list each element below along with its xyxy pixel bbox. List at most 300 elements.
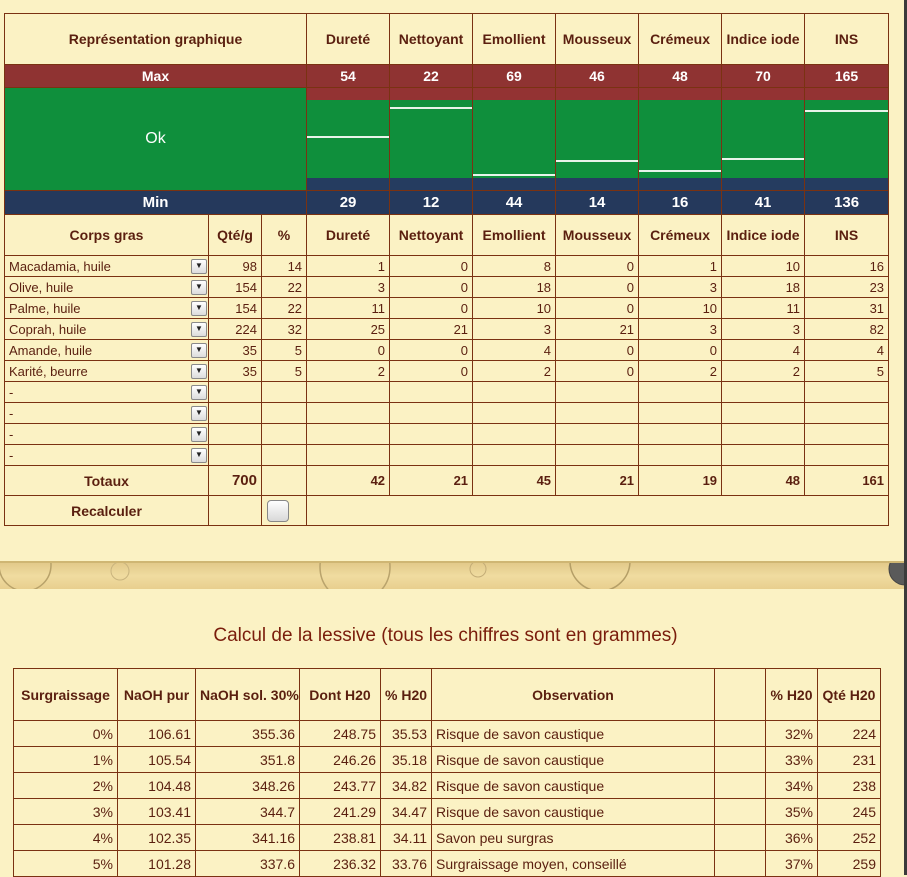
lye-cell: 238 — [818, 773, 881, 799]
fat-prop-value: 11 — [307, 298, 390, 319]
lye-cell: 2% — [14, 773, 118, 799]
col-header-durete: Dureté — [307, 215, 390, 256]
fat-pct — [262, 403, 307, 424]
fat-row — [5, 298, 889, 319]
bar-cell — [556, 88, 639, 191]
chevron-down-icon[interactable]: ▼ — [191, 280, 207, 295]
fat-prop-value — [307, 445, 390, 466]
lye-cell — [715, 747, 766, 773]
fat-prop-value: 0 — [556, 277, 639, 298]
fat-prop-value: 1 — [307, 256, 390, 277]
total-value: 19 — [639, 466, 722, 496]
total-value: 21 — [390, 466, 473, 496]
max-row — [5, 65, 889, 88]
recalc-row — [5, 496, 889, 526]
lye-cell: Risque de savon caustique — [432, 747, 715, 773]
total-value: 161 — [805, 466, 889, 496]
total-value: 48 — [722, 466, 805, 496]
fat-prop-value: 18 — [473, 277, 556, 298]
gauge-current-marker — [307, 136, 389, 138]
bar-cell — [639, 88, 722, 191]
chevron-down-icon[interactable]: ▼ — [191, 301, 207, 316]
fat-prop-value: 1 — [639, 256, 722, 277]
gauge-current-marker — [390, 107, 472, 109]
lye-col-header: Surgraissage — [14, 669, 118, 721]
fat-select[interactable] — [5, 340, 209, 361]
fat-select[interactable] — [5, 403, 209, 424]
lye-col-header: Dont H20 — [300, 669, 381, 721]
gauge-in-range — [473, 100, 555, 178]
lye-col-header: Observation — [432, 669, 715, 721]
gauge-above-max — [307, 88, 389, 100]
gauge-in-range — [390, 100, 472, 178]
lye-cell: 4% — [14, 825, 118, 851]
gauge-below-min — [390, 178, 472, 190]
fat-prop-value: 10 — [722, 256, 805, 277]
fat-prop-value — [307, 424, 390, 445]
lye-cell: 106.61 — [118, 721, 196, 747]
fat-prop-value: 2 — [639, 361, 722, 382]
prop-header-cremeux: Crémeux — [639, 14, 722, 65]
gauge-in-range — [639, 100, 721, 178]
prop-header-durete: Dureté — [307, 14, 390, 65]
fat-rows — [5, 256, 889, 466]
graph-header-label: Représentation graphique — [5, 14, 307, 65]
fat-prop-value — [805, 403, 889, 424]
fat-prop-value — [722, 403, 805, 424]
gauge-bar — [556, 88, 638, 190]
fat-name: - — [9, 447, 14, 463]
fat-prop-value: 0 — [390, 277, 473, 298]
prop-header-mousseux: Mousseux — [556, 14, 639, 65]
fat-prop-value: 0 — [639, 340, 722, 361]
fat-prop-value — [722, 424, 805, 445]
lye-col-header: % H20 — [766, 669, 818, 721]
fat-row — [5, 361, 889, 382]
chevron-down-icon[interactable]: ▼ — [191, 322, 207, 337]
gauge-current-marker — [805, 110, 888, 112]
fat-prop-value: 0 — [390, 340, 473, 361]
min-value: 12 — [390, 191, 473, 215]
lye-header-row — [14, 669, 881, 721]
fat-qty[interactable]: 35 — [209, 340, 262, 361]
fat-select[interactable] — [5, 382, 209, 403]
recalc-checkbox-cell — [262, 496, 307, 526]
min-value: 29 — [307, 191, 390, 215]
fat-pct: 22 — [262, 298, 307, 319]
fat-prop-value — [805, 382, 889, 403]
recipe-table — [4, 13, 889, 526]
fat-name: Macadamia, huile — [9, 258, 111, 274]
fat-prop-value — [473, 382, 556, 403]
fat-prop-value: 0 — [556, 340, 639, 361]
graph-row — [5, 88, 889, 191]
fat-prop-value: 0 — [556, 298, 639, 319]
fat-qty[interactable]: 35 — [209, 361, 262, 382]
totals-label: Totaux — [5, 466, 209, 496]
lye-cell: Risque de savon caustique — [432, 721, 715, 747]
fat-prop-value — [473, 424, 556, 445]
max-value: 22 — [390, 65, 473, 88]
lye-cell: 243.77 — [300, 773, 381, 799]
lye-cell: 248.75 — [300, 721, 381, 747]
col-header-nettoyant: Nettoyant — [390, 215, 473, 256]
fats-header-row — [5, 215, 889, 256]
fat-row — [5, 382, 889, 403]
lye-cell: Surgraissage moyen, conseillé — [432, 851, 715, 877]
fat-prop-value — [722, 382, 805, 403]
fat-prop-value: 3 — [307, 277, 390, 298]
fat-prop-value — [556, 424, 639, 445]
fat-qty[interactable] — [209, 424, 262, 445]
gauge-above-max — [390, 88, 472, 100]
lye-cell: 35% — [766, 799, 818, 825]
col-header-name: Corps gras — [5, 215, 209, 256]
lye-row — [14, 721, 881, 747]
fat-prop-value: 4 — [473, 340, 556, 361]
lye-table — [13, 668, 881, 877]
lye-row — [14, 773, 881, 799]
fat-prop-value: 18 — [722, 277, 805, 298]
lye-cell: 3% — [14, 799, 118, 825]
fat-select[interactable] — [5, 277, 209, 298]
recalc-empty — [307, 496, 889, 526]
fat-select[interactable] — [5, 445, 209, 466]
fat-prop-value — [307, 403, 390, 424]
min-value: 16 — [639, 191, 722, 215]
fat-name: - — [9, 426, 14, 442]
fat-prop-value — [556, 403, 639, 424]
bar-cell — [390, 88, 473, 191]
max-value: 165 — [805, 65, 889, 88]
lye-cell: 101.28 — [118, 851, 196, 877]
col-header-iode: Indice iode — [722, 215, 805, 256]
max-label: Max — [5, 65, 307, 88]
fat-name: Palme, huile — [9, 300, 81, 316]
total-value: 42 — [307, 466, 390, 496]
fat-prop-value: 0 — [556, 256, 639, 277]
gauge-in-range — [556, 100, 638, 178]
lye-cell: 37% — [766, 851, 818, 877]
gauge-current-marker — [639, 170, 721, 172]
lye-cell: Risque de savon caustique — [432, 773, 715, 799]
max-value: 69 — [473, 65, 556, 88]
lye-cell: 104.48 — [118, 773, 196, 799]
lye-cell: 5% — [14, 851, 118, 877]
lye-col-header: NaOH pur — [118, 669, 196, 721]
fat-qty[interactable]: 154 — [209, 277, 262, 298]
min-label: Min — [5, 191, 307, 215]
gauge-bar — [390, 88, 472, 190]
lye-cell: 103.41 — [118, 799, 196, 825]
lye-cell: 0% — [14, 721, 118, 747]
chevron-down-icon[interactable]: ▼ — [191, 343, 207, 358]
lye-cell: 355.36 — [196, 721, 300, 747]
lye-col-header: NaOH sol. 30% — [196, 669, 300, 721]
lye-col-header: % H20 — [381, 669, 432, 721]
bubble-background-strip — [0, 563, 907, 589]
lye-cell: 344.7 — [196, 799, 300, 825]
fat-prop-value: 21 — [556, 319, 639, 340]
fat-prop-value: 0 — [307, 340, 390, 361]
fat-prop-value — [556, 382, 639, 403]
fat-select[interactable] — [5, 424, 209, 445]
lye-cell: 252 — [818, 825, 881, 851]
totals-row — [5, 466, 889, 496]
fat-prop-value: 16 — [805, 256, 889, 277]
recalc-checkbox[interactable] — [267, 500, 289, 522]
lye-cell: 337.6 — [196, 851, 300, 877]
fat-qty[interactable] — [209, 403, 262, 424]
lye-col-header — [715, 669, 766, 721]
lye-cell: 224 — [818, 721, 881, 747]
lye-cell — [715, 773, 766, 799]
recalc-spacer — [209, 496, 262, 526]
gauge-above-max — [639, 88, 721, 100]
lye-cell: 35.18 — [381, 747, 432, 773]
fat-pct: 22 — [262, 277, 307, 298]
prop-header-ins: INS — [805, 14, 889, 65]
fat-name: Karité, beurre — [9, 363, 88, 379]
fat-name: Coprah, huile — [9, 321, 87, 337]
gauge-above-max — [722, 88, 804, 100]
fat-row — [5, 340, 889, 361]
min-value: 41 — [722, 191, 805, 215]
lye-cell: 34.11 — [381, 825, 432, 851]
fat-prop-value — [473, 445, 556, 466]
fat-row — [5, 403, 889, 424]
prop-header-emollient: Emollient — [473, 14, 556, 65]
fat-prop-value — [473, 403, 556, 424]
min-row — [5, 191, 889, 215]
totals-qty: 700 — [209, 466, 262, 496]
gauge-current-marker — [556, 160, 638, 162]
gauge-above-max — [556, 88, 638, 100]
fat-prop-value: 5 — [805, 361, 889, 382]
max-value: 70 — [722, 65, 805, 88]
lye-cell: 34.82 — [381, 773, 432, 799]
recalc-label: Recalculer — [5, 496, 209, 526]
lye-row — [14, 825, 881, 851]
fat-prop-value: 0 — [390, 361, 473, 382]
fat-prop-value — [390, 424, 473, 445]
col-header-mousseux: Mousseux — [556, 215, 639, 256]
chevron-down-icon[interactable]: ▼ — [191, 406, 207, 421]
fat-prop-value: 0 — [556, 361, 639, 382]
fat-name: - — [9, 384, 14, 400]
fat-row — [5, 424, 889, 445]
fat-prop-value — [722, 445, 805, 466]
graph-header-row — [5, 14, 889, 65]
fat-prop-value — [639, 382, 722, 403]
fat-prop-value: 3 — [639, 277, 722, 298]
lye-cell: 34.47 — [381, 799, 432, 825]
fat-name: Amande, huile — [9, 342, 93, 358]
prop-header-iode: Indice iode — [722, 14, 805, 65]
fat-pct — [262, 424, 307, 445]
lye-cell: 341.16 — [196, 825, 300, 851]
fat-prop-value — [390, 403, 473, 424]
lye-cell: 36% — [766, 825, 818, 851]
fat-pct: 14 — [262, 256, 307, 277]
lye-cell: 1% — [14, 747, 118, 773]
chevron-down-icon[interactable]: ▼ — [191, 259, 207, 274]
gauge-below-min — [473, 178, 555, 190]
fat-prop-value: 0 — [390, 298, 473, 319]
fat-row — [5, 277, 889, 298]
fat-qty[interactable]: 98 — [209, 256, 262, 277]
fat-row — [5, 445, 889, 466]
bar-cell — [307, 88, 390, 191]
col-header-emollient: Emollient — [473, 215, 556, 256]
min-value: 14 — [556, 191, 639, 215]
gauge-below-min — [722, 178, 804, 190]
fat-prop-value — [639, 403, 722, 424]
bar-cell — [473, 88, 556, 191]
fat-select[interactable] — [5, 361, 209, 382]
gauge-below-min — [805, 178, 888, 190]
fat-select[interactable] — [5, 298, 209, 319]
lye-cell — [715, 825, 766, 851]
col-header-pct: % — [262, 215, 307, 256]
fat-pct: 5 — [262, 361, 307, 382]
min-value: 44 — [473, 191, 556, 215]
fat-prop-value — [390, 382, 473, 403]
col-header-ins: INS — [805, 215, 889, 256]
fat-prop-value: 2 — [307, 361, 390, 382]
fat-pct: 32 — [262, 319, 307, 340]
gauge-below-min — [307, 178, 389, 190]
fat-pct — [262, 445, 307, 466]
fat-name: - — [9, 405, 14, 421]
fat-qty[interactable] — [209, 445, 262, 466]
lye-title: Calcul de la lessive (tous les chiffres sont en grammes) — [213, 625, 678, 646]
col-header-cremeux: Crémeux — [639, 215, 722, 256]
fat-pct: 5 — [262, 340, 307, 361]
fat-prop-value: 3 — [639, 319, 722, 340]
lye-cell: 259 — [818, 851, 881, 877]
lye-cell: 231 — [818, 747, 881, 773]
max-value: 54 — [307, 65, 390, 88]
fat-prop-value: 4 — [722, 340, 805, 361]
fat-prop-value: 21 — [390, 319, 473, 340]
lye-cell: 238.81 — [300, 825, 381, 851]
lye-cell: 33.76 — [381, 851, 432, 877]
fat-prop-value: 11 — [722, 298, 805, 319]
lye-cell: Risque de savon caustique — [432, 799, 715, 825]
bar-cell — [722, 88, 805, 191]
fat-prop-value — [639, 424, 722, 445]
lye-row — [14, 747, 881, 773]
lye-row — [14, 799, 881, 825]
gauge-bar — [805, 88, 888, 190]
chevron-down-icon[interactable]: ▼ — [191, 427, 207, 442]
lye-col-header: Qté H20 — [818, 669, 881, 721]
lye-cell: 246.26 — [300, 747, 381, 773]
fat-prop-value — [805, 445, 889, 466]
fat-prop-value: 3 — [473, 319, 556, 340]
gauge-above-max — [805, 88, 888, 100]
fat-prop-value — [805, 424, 889, 445]
lye-cell — [715, 799, 766, 825]
min-value: 136 — [805, 191, 889, 215]
bar-cell — [805, 88, 889, 191]
lye-cell: 102.35 — [118, 825, 196, 851]
gauge-current-marker — [722, 158, 804, 160]
lye-cell: 32% — [766, 721, 818, 747]
fat-prop-value: 0 — [390, 256, 473, 277]
fat-prop-value: 25 — [307, 319, 390, 340]
gauge-bar — [473, 88, 555, 190]
lye-cell — [715, 851, 766, 877]
fat-qty[interactable]: 224 — [209, 319, 262, 340]
lye-cell: 105.54 — [118, 747, 196, 773]
fat-qty[interactable]: 154 — [209, 298, 262, 319]
fat-prop-value: 31 — [805, 298, 889, 319]
max-value: 46 — [556, 65, 639, 88]
lye-cell: 348.26 — [196, 773, 300, 799]
fat-prop-value: 23 — [805, 277, 889, 298]
chevron-down-icon[interactable]: ▼ — [191, 448, 207, 463]
gauge-in-range — [722, 100, 804, 178]
fat-qty[interactable] — [209, 382, 262, 403]
fat-row — [5, 256, 889, 277]
lye-panel — [0, 589, 904, 875]
col-header-qty: Qté/g — [209, 215, 262, 256]
fat-name: Olive, huile — [9, 279, 74, 295]
gauge-below-min — [556, 178, 638, 190]
lye-cell: 236.32 — [300, 851, 381, 877]
max-value: 48 — [639, 65, 722, 88]
fat-select[interactable] — [5, 256, 209, 277]
fat-prop-value: 2 — [473, 361, 556, 382]
lye-cell: 351.8 — [196, 747, 300, 773]
fat-prop-value: 3 — [722, 319, 805, 340]
lye-cell: 245 — [818, 799, 881, 825]
gauge-in-range — [307, 100, 389, 178]
lye-cell: 34% — [766, 773, 818, 799]
totals-pct — [262, 466, 307, 496]
chevron-down-icon[interactable]: ▼ — [191, 385, 207, 400]
gauge-bar — [722, 88, 804, 190]
fat-prop-value: 10 — [473, 298, 556, 319]
lye-row — [14, 851, 881, 877]
gauge-current-marker — [473, 174, 555, 176]
lye-cell: Savon peu surgras — [432, 825, 715, 851]
fat-prop-value — [639, 445, 722, 466]
gauge-bar — [639, 88, 721, 190]
fat-prop-value: 8 — [473, 256, 556, 277]
lye-cell: 35.53 — [381, 721, 432, 747]
fat-prop-value: 4 — [805, 340, 889, 361]
lye-cell: 33% — [766, 747, 818, 773]
fat-row — [5, 319, 889, 340]
fat-prop-value — [307, 382, 390, 403]
prop-header-nettoyant: Nettoyant — [390, 14, 473, 65]
gauge-below-min — [639, 178, 721, 190]
lye-cell — [715, 721, 766, 747]
lye-rows — [14, 721, 881, 877]
fat-select[interactable] — [5, 319, 209, 340]
fat-prop-value — [556, 445, 639, 466]
total-value: 21 — [556, 466, 639, 496]
fat-prop-value: 2 — [722, 361, 805, 382]
fat-pct — [262, 382, 307, 403]
chevron-down-icon[interactable]: ▼ — [191, 364, 207, 379]
total-value: 45 — [473, 466, 556, 496]
fat-prop-value — [390, 445, 473, 466]
gauge-bar — [307, 88, 389, 190]
